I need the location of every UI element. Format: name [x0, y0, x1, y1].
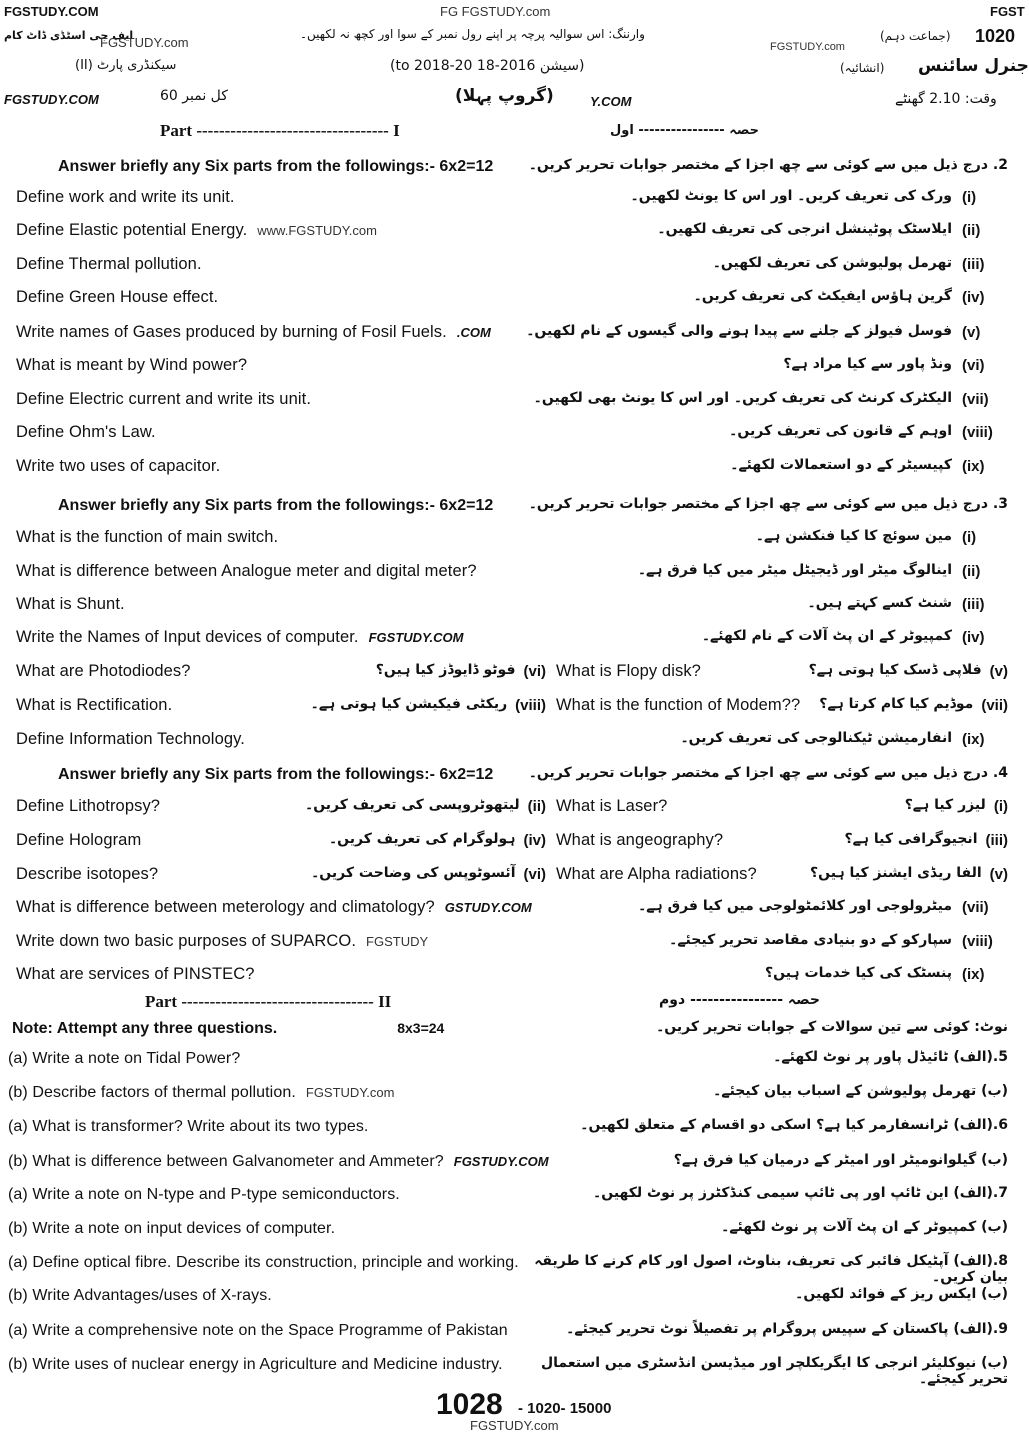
question-row [0, 1117, 1020, 1136]
long-question-text: (b) Write Advantages/uses of X-rays. [8, 1287, 272, 1304]
question-heading: Answer briefly any Six parts from the followings:- 6x2=12 [58, 158, 494, 175]
long-question-text: (a) What is transformer? Write about its two types. [8, 1118, 369, 1135]
question-heading: Answer briefly any Six parts from the followings:- 6x2=12 [58, 766, 494, 783]
watermark: FGSTUDY.com [305, 1085, 395, 1100]
long-question-text: (a) Write a note on N-type and P-type semiconductors. [8, 1186, 400, 1203]
question-number: (i) [962, 529, 977, 546]
question-number: (vii) [981, 697, 1008, 714]
long-question-text-urdu: 5.(الف) ٹائیڈل پاور پر نوٹ لکھئے۔ [773, 1049, 1008, 1065]
part-label: سیکنڈری پارٹ (II) [75, 58, 177, 73]
question-column-right [556, 831, 1008, 850]
question-row [0, 898, 1020, 917]
footer-code: 1028 [436, 1388, 503, 1421]
note-urdu: نوٹ: کوئی سے تین سوالات کے جوابات تحریر کریں۔ [656, 1019, 1008, 1035]
question-row [0, 992, 1020, 1012]
session: (سیشن 2016-18 to 2018-20) [390, 58, 585, 74]
marks-label: 8x3=24 [397, 1020, 445, 1036]
question-text-urdu: میٹرولوجی اور کلائمٹولوجی میں کیا فرق ہے۔ [638, 898, 952, 914]
question-number: (viii) [962, 424, 993, 441]
question-text: What is meant by Wind power? [16, 356, 248, 374]
question-row [0, 765, 1020, 784]
watermark: FGSTUDY.com [470, 1418, 559, 1433]
question-number: (vii) [962, 899, 989, 916]
group-label: (گروپ پہلا) [455, 86, 554, 106]
question-row [0, 595, 1020, 614]
question-row [0, 1049, 1020, 1068]
question-row [0, 288, 1020, 307]
question-number: (viii) [515, 697, 546, 714]
question-text-urdu: اوہم کے قانون کی تعریف کریں۔ [729, 423, 952, 439]
question-text: Write two uses of capacitor. [16, 457, 221, 475]
question-row [0, 356, 1020, 375]
question-text-urdu: الفا ریڈی ایشنز کیا ہیں؟ [810, 865, 982, 881]
long-question-text-urdu: (ب) نیوکلیئر انرجی کا ایگریکلچر اور میڈیسن انڈسٹری میں استعمال تحریر کیجئے۔ [541, 1355, 1008, 1387]
question-row [0, 1355, 1020, 1387]
footer-codes: - 1020- 15000 [518, 1400, 612, 1417]
subject-title: جنرل سائنس [918, 56, 1029, 76]
question-row [0, 1152, 1020, 1171]
paper-type: (انشائیہ) [840, 61, 885, 75]
question-text-urdu: سپارکو کے دو بنیادی مقاصد تحریر کیجئے۔ [669, 932, 952, 948]
question-text-urdu: پنسٹک کی کیا خدمات ہیں؟ [765, 965, 952, 981]
long-question-text: (b) Describe factors of thermal pollution. [8, 1084, 296, 1101]
question-text: Define Thermal pollution. [16, 255, 202, 273]
question-text: Write the Names of Input devices of computer. [16, 628, 359, 646]
question-row [0, 1019, 1020, 1038]
question-number: (ix) [962, 458, 985, 475]
question-text: Define Ohm's Law. [16, 423, 156, 441]
question-text-urdu: کمپیوٹر کے ان پٹ آلات کے نام لکھئے۔ [701, 628, 952, 644]
long-question-text-urdu: 9.(الف) پاکستان کے سپیس پروگرام پر تفصیلاً نوٹ تحریر کیجئے۔ [566, 1321, 1008, 1337]
question-number: (vi) [962, 357, 985, 374]
part-one-heading: Part ---------------------------------- I [160, 121, 400, 140]
question-row [0, 965, 1020, 984]
question-row [0, 255, 1020, 274]
question-text-urdu: ونڈ پاور سے کیا مراد ہے؟ [783, 356, 952, 372]
question-column-left [16, 831, 546, 850]
long-question-text: (a) Define optical fibre. Describe its construction, principle and working. [8, 1254, 519, 1271]
watermark: FGSTUDY.com [770, 41, 845, 53]
long-question-text-urdu: (ب) تھرمل پولیوشن کے اسباب بیان کیجئے۔ [713, 1083, 1008, 1099]
question-text-urdu: الیکٹرک کرنٹ کی تعریف کریں۔ اور اس کا یونٹ بھی لکھیں۔ [533, 390, 952, 406]
part-one-heading-urdu: حصہ ---------------- اول [610, 123, 759, 138]
question-heading-urdu: 2. درج ذیل میں سے کوئی سے چھ اجزا کے مختصر جوابات تحریر کریں۔ [528, 157, 1008, 173]
question-number: (v) [989, 866, 1008, 883]
watermark: FGST [990, 4, 1025, 19]
question-number: (ii) [962, 222, 981, 239]
question-column-right [556, 865, 1008, 884]
question-row [0, 496, 1020, 515]
watermark: www.FGSTUDY.com [257, 223, 377, 238]
question-row [0, 188, 1020, 207]
question-text-urdu: فوسل فیولز کے جلنے سے پیدا ہونے والی گیسوں کے نام لکھیں۔ [526, 323, 952, 339]
part-two-heading: Part ---------------------------------- II [145, 992, 392, 1011]
question-column-right [556, 797, 1008, 816]
long-question-text: (b) What is difference between Galvanometer and Ammeter? [8, 1153, 444, 1170]
question-number: (ix) [962, 731, 985, 748]
question-text: What is Shunt. [16, 595, 125, 613]
question-text-urdu: گرین ہاؤس ایفیکٹ کی تعریف کریں۔ [693, 288, 952, 304]
watermark: GSTUDY.COM [444, 900, 532, 915]
question-text-urdu: انفارمیشن ٹیکنالوجی کی تعریف کریں۔ [680, 730, 952, 746]
watermark: FGSTUDY.COM [4, 4, 99, 19]
question-text-urdu: اینالوگ میٹر اور ڈیجیٹل میٹر میں کیا فرق ہے۔ [637, 562, 952, 578]
long-question-text-urdu: 7.(الف) این ٹائپ اور پی ٹائپ سیمی کنڈکٹرز پر نوٹ لکھیں۔ [593, 1185, 1008, 1201]
question-text: Define Lithotropsy? [16, 797, 161, 815]
question-number: (viii) [962, 933, 993, 950]
question-number: (v) [962, 324, 981, 341]
question-row [0, 1083, 1020, 1102]
question-row [0, 797, 1020, 816]
question-row [0, 1321, 1020, 1340]
long-question-text-urdu: 6.(الف) ٹرانسفارمر کیا ہے؟ اسکی دو اقسام کے متعلق لکھیں۔ [580, 1117, 1008, 1133]
question-text-urdu: ورک کی تعریف کریں۔ اور اس کا یونٹ لکھیں۔ [630, 188, 952, 204]
question-text-urdu: موڈیم کیا کام کرتا ہے؟ [819, 696, 974, 712]
question-text-urdu: انجیوگرافی کیا ہے؟ [844, 831, 978, 847]
question-row [0, 323, 1020, 342]
question-text: What is Flopy disk? [556, 662, 701, 680]
long-question-text: (b) Write a note on input devices of computer. [8, 1220, 336, 1237]
long-question-text: (a) Write a note on Tidal Power? [8, 1050, 241, 1067]
watermark: FGSTUDY.com [100, 35, 189, 50]
question-column-left [16, 662, 546, 681]
question-text-urdu: ایلاسٹک پوٹینشل انرجی کی تعریف لکھیں۔ [657, 221, 952, 237]
question-heading-urdu: 3. درج ذیل میں سے کوئی سے چھ اجزا کے مختصر جوابات تحریر کریں۔ [528, 496, 1008, 512]
question-row [0, 1253, 1020, 1285]
question-number: (iv) [962, 289, 985, 306]
question-row [0, 221, 1020, 240]
question-row [0, 865, 1020, 884]
question-row [0, 423, 1020, 442]
question-row [0, 157, 1020, 176]
time-allowed: وقت: 2.10 گھنٹے [895, 91, 997, 107]
question-heading-urdu: 4. درج ذیل میں سے کوئی سے چھ اجزا کے مختصر جوابات تحریر کریں۔ [528, 765, 1008, 781]
question-text: Describe isotopes? [16, 865, 159, 883]
question-row [0, 696, 1020, 715]
question-row [0, 1286, 1020, 1305]
long-question-text-urdu: 8.(الف) آپٹیکل فائبر کی تعریف، بناوٹ، اصول اور کام کرنے کا طریقہ بیان کریں۔ [534, 1253, 1008, 1285]
question-row [0, 932, 1020, 951]
watermark: FGSTUDY.COM [4, 92, 99, 107]
question-number: (iv) [523, 832, 546, 849]
question-text-urdu: ریکٹی فیکیشن کیا ہوتی ہے۔ [310, 696, 508, 712]
question-column-left [16, 865, 546, 884]
warning: وارننگ: اس سوالیہ پرچہ پر اپنے رول نمبر کے سوا اور کچھ نہ لکھیں۔ [300, 27, 645, 41]
question-row [0, 831, 1020, 850]
question-number: (ii) [527, 798, 546, 815]
question-row [0, 730, 1020, 749]
question-heading: Answer briefly any Six parts from the followings:- 6x2=12 [58, 497, 494, 514]
class-label: (جماعت دہم) [880, 29, 951, 43]
question-number: (vi) [523, 866, 546, 883]
question-number: (iii) [962, 596, 985, 613]
question-text-urdu: لیزر کیا ہے؟ [904, 797, 986, 813]
question-number: (v) [989, 663, 1008, 680]
question-text-urdu: لیتھوٹروپسی کی تعریف کریں۔ [304, 797, 520, 813]
question-text: Write names of Gases produced by burning of Fosil Fuels. [16, 323, 447, 341]
watermark: FGSTUDY.COM [368, 630, 464, 645]
question-text: Define work and write its unit. [16, 188, 235, 206]
question-row [0, 1219, 1020, 1238]
question-text: What is angeography? [556, 831, 724, 849]
watermark: FGSTUDY.COM [453, 1154, 549, 1169]
question-row [0, 1185, 1020, 1204]
question-column-left [16, 696, 546, 715]
watermark: FG FGSTUDY.com [440, 4, 551, 19]
long-question-text: (b) Write uses of nuclear energy in Agriculture and Medicine industry. [8, 1356, 503, 1373]
question-column-left [16, 797, 546, 816]
question-text: What is Laser? [556, 797, 668, 815]
question-row [0, 457, 1020, 476]
question-row [0, 528, 1020, 547]
question-number: (i) [993, 798, 1008, 815]
part-two-heading-urdu: حصہ ---------------- دوم [659, 992, 820, 1008]
question-number: (ii) [962, 563, 981, 580]
question-text: Define Elastic potential Energy. [16, 221, 248, 239]
question-text: What is difference between Analogue meter and digital meter? [16, 562, 477, 580]
paper-code: 1020 [975, 26, 1016, 46]
question-column-right [556, 662, 1008, 681]
question-text-urdu: تھرمل پولیوشن کی تعریف لکھیں۔ [712, 255, 952, 271]
long-question-text-urdu: (ب) ایکس ریز کے فوائد لکھیں۔ [795, 1286, 1008, 1302]
note: Note: Attempt any three questions. [12, 1020, 278, 1037]
long-question-text: (a) Write a comprehensive note on the Space Programme of Pakistan [8, 1322, 508, 1339]
question-row [0, 662, 1020, 681]
question-text-urdu: آئسوٹوپس کی وضاحت کریں۔ [311, 865, 516, 881]
question-row [0, 562, 1020, 581]
question-text: What are Alpha radiations? [556, 865, 757, 883]
question-number: (iii) [962, 256, 985, 273]
question-text: What is the function of main switch. [16, 528, 279, 546]
watermark: Y.COM [590, 94, 632, 109]
question-row [0, 390, 1020, 409]
site-urdu: ایف جی اسٹڈی ڈاٹ کام [4, 29, 134, 42]
question-text-urdu: فلاپی ڈسک کیا ہوتی ہے؟ [808, 662, 982, 678]
question-text-urdu: مین سوئچ کا کیا فنکشن ہے۔ [755, 528, 952, 544]
long-question-text-urdu: (ب) کمپیوٹر کے ان پٹ آلات پر نوٹ لکھئے۔ [721, 1219, 1008, 1235]
question-number: (vi) [523, 663, 546, 680]
question-number: (vii) [962, 391, 989, 408]
question-text: Define Hologram [16, 831, 142, 849]
total-marks: کل نمبر 60 [160, 88, 228, 104]
question-number: (i) [962, 189, 977, 206]
question-text: Define Green House effect. [16, 288, 219, 306]
question-row [0, 628, 1020, 647]
question-text-urdu: فوٹو ڈایوڈز کیا ہیں؟ [375, 662, 516, 678]
question-text: Define Information Technology. [16, 730, 245, 748]
long-question-text-urdu: (ب) گیلوانومیٹر اور امیٹر کے درمیان کیا فرق ہے؟ [673, 1152, 1008, 1168]
question-text-urdu: ہولوگرام کی تعریف کریں۔ [328, 831, 516, 847]
question-text-urdu: شنٹ کسے کہتے ہیں۔ [807, 595, 952, 611]
question-number: (ix) [962, 966, 985, 983]
watermark: FGSTUDY [366, 934, 429, 949]
question-text: What is Rectification. [16, 696, 173, 714]
question-text: What are Photodiodes? [16, 662, 191, 680]
question-text: What is the function of Modem?? [556, 696, 801, 714]
question-text: Define Electric current and write its unit. [16, 390, 311, 408]
question-text: What are services of PINSTEC? [16, 965, 255, 983]
question-text: What is difference between meterology and climatology? [16, 898, 435, 916]
question-number: (iv) [962, 629, 985, 646]
question-text-urdu: کپیسیٹر کے دو استعمالات لکھئے۔ [730, 457, 952, 473]
watermark: .COM [456, 325, 491, 340]
question-number: (iii) [985, 832, 1008, 849]
question-column-right [556, 696, 1008, 715]
question-text: Write down two basic purposes of SUPARCO. [16, 932, 357, 950]
